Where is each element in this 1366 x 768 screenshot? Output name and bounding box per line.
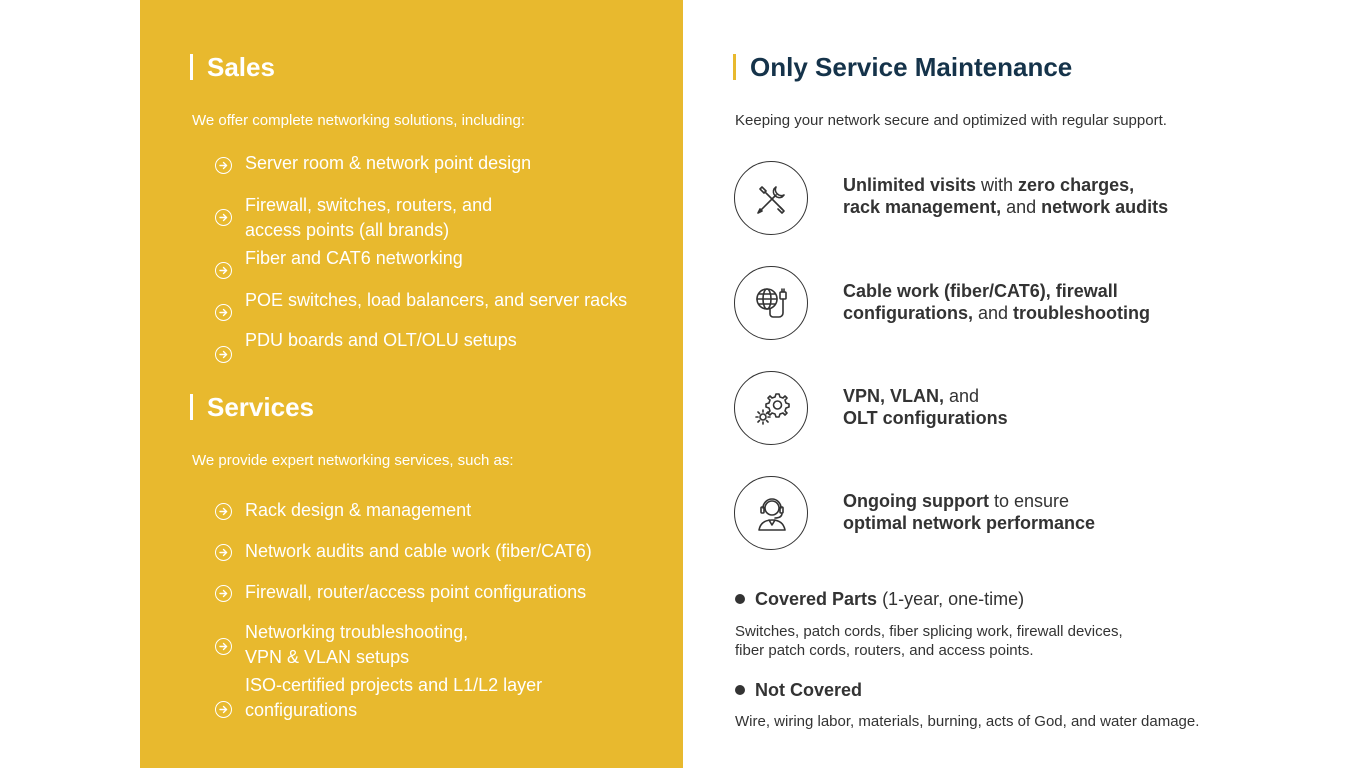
arrow-circle-icon — [215, 346, 232, 363]
arrow-circle-icon — [215, 304, 232, 321]
services-intro: We provide expert networking services, such as: — [192, 452, 514, 469]
maintenance-title: Only Service Maintenance — [733, 54, 1072, 80]
tools-icon — [734, 161, 808, 235]
list-item-label: ISO-certified projects and L1/L2 layer configurations — [245, 675, 543, 720]
arrow-circle-icon — [215, 503, 232, 520]
not-covered-label: Not Covered — [755, 680, 863, 700]
list-item-label: PDU boards and OLT/OLU setups — [245, 330, 517, 350]
support-agent-icon — [734, 476, 808, 550]
arrow-circle-icon — [215, 157, 232, 174]
arrow-circle-icon — [215, 638, 232, 655]
covered-parts-desc — [735, 622, 1123, 660]
covered-parts-qualifier: (1-year, one-time) — [877, 589, 1025, 609]
sales-intro: We offer complete networking solutions, including: — [192, 112, 525, 129]
not-covered-desc: Wire, wiring labor, materials, burning, acts of God, and water damage. — [735, 713, 1200, 730]
feature-ongoing-support: Ongoing support to ensure optimal network performance — [843, 491, 1096, 533]
list-item-label: Firewall, switches, routers, and access points (all brands) — [245, 195, 493, 240]
feature-vpn-vlan: VPN, VLAN, and OLT configurations — [843, 386, 1008, 428]
list-item-label: Network audits and cable work (fiber/CAT6) — [245, 541, 592, 561]
bullet-dot — [735, 594, 745, 604]
covered-parts-desc-line1: Switches, patch cords, fiber splicing work, firewall devices, — [735, 623, 1123, 640]
covered-parts-heading — [735, 589, 1024, 610]
list-item-label: Firewall, router/access point configurations — [245, 582, 587, 602]
list-item-label: Networking troubleshooting, VPN & VLAN setups — [245, 622, 469, 667]
gear-icon — [734, 371, 808, 445]
list-item-label: Fiber and CAT6 networking — [245, 248, 463, 268]
arrow-circle-icon — [215, 585, 232, 602]
left-panel — [140, 0, 683, 768]
globe-cable-icon — [734, 266, 808, 340]
sales-heading: Sales — [190, 54, 275, 80]
bullet-dot — [735, 685, 745, 695]
list-item-label: Server room & network point design — [245, 153, 532, 173]
arrow-circle-icon — [215, 544, 232, 561]
feature-unlimited-visits: Unlimited visits with zero charges, rack management, and network audits — [843, 175, 1169, 217]
covered-parts-desc-line2: fiber patch cords, routers, and access points. — [735, 642, 1034, 659]
arrow-circle-icon — [215, 209, 232, 226]
list-item-label: Rack design & management — [245, 500, 472, 520]
maintenance-intro: Keeping your network secure and optimized with regular support. — [735, 112, 1167, 129]
covered-parts-label: Covered Parts — [755, 589, 878, 609]
services-heading: Services — [190, 394, 314, 420]
feature-cable-work: Cable work (fiber/CAT6), firewall configurations, and troubleshooting — [843, 281, 1151, 323]
not-covered-heading — [735, 680, 862, 701]
arrow-circle-icon — [215, 262, 232, 279]
list-item-label: POE switches, load balancers, and server racks — [245, 290, 628, 310]
arrow-circle-icon — [215, 701, 232, 718]
